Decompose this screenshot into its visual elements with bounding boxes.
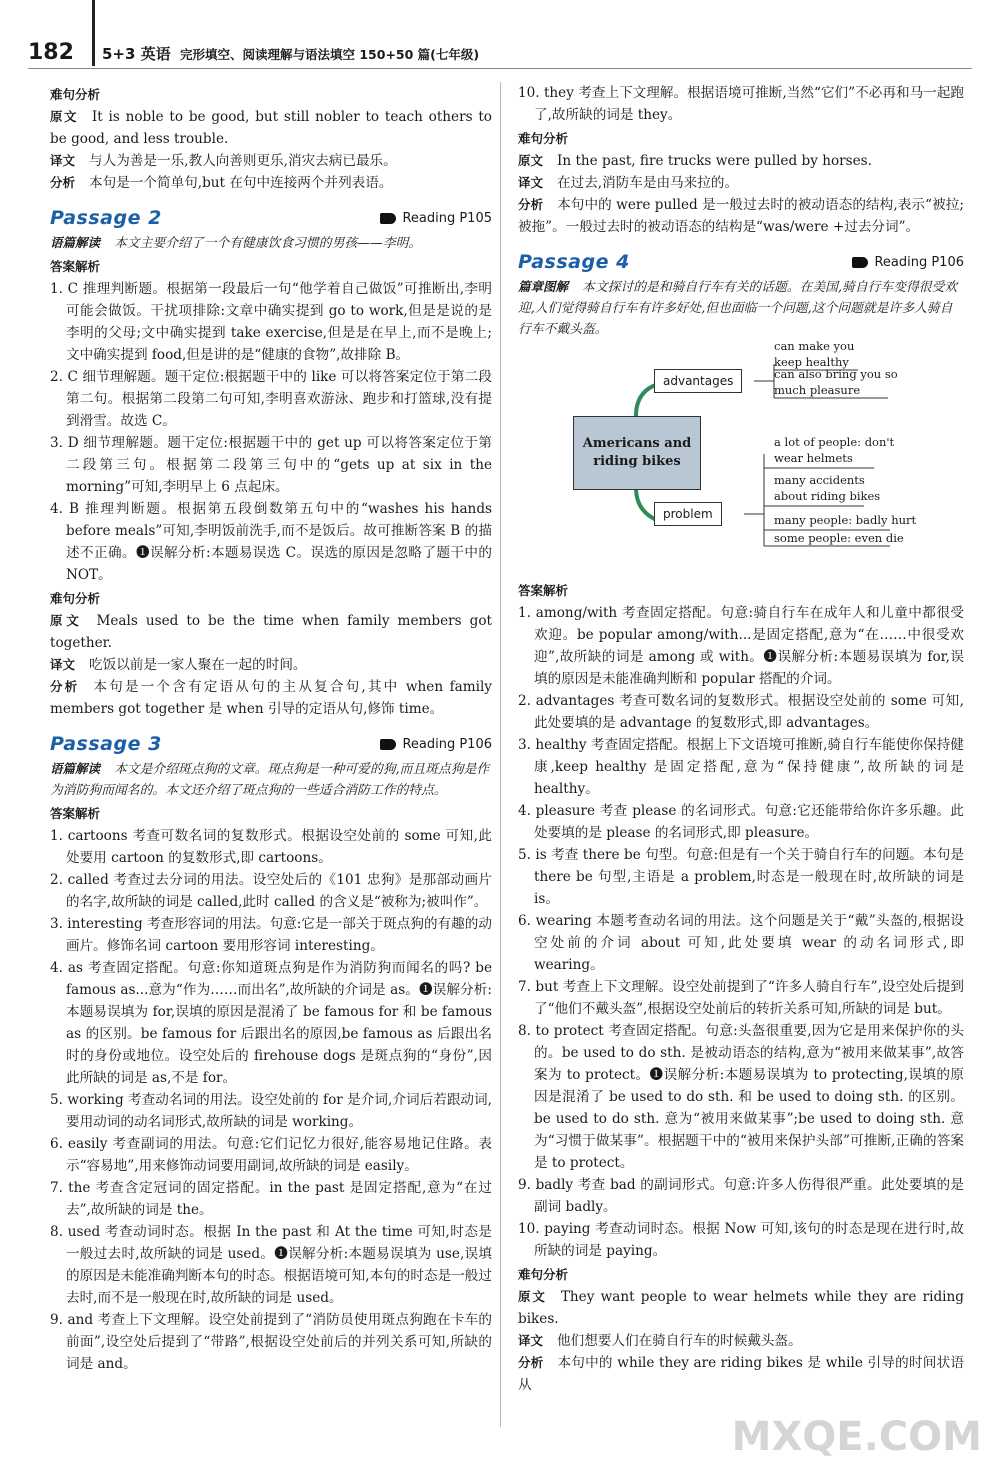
answer-item: 9. and 考查上下文理解。设空处前提到了“消防员使用斑点狗跑在卡车的前面”,设空处后提到了“带路”,根据设空处前后的并列关系可知,所缺的词是 and。 — [50, 1312, 492, 1372]
answer-item: 1. among/with 考查固定搭配。句意:骑自行车在成年人和儿童中都很受欢迎。be popular among/with...是固定搭配,意为“在……中很受欢迎”,故所缺的词是 among 或 with。❶误解分析:本题易误填为 for,误填的原因是未能准确判断和 popular 搭配的介词。 — [518, 605, 964, 687]
yiwen — [518, 1330, 964, 1352]
passage-title: Passage 2 — [50, 207, 162, 229]
section-heading: 答案解析 — [518, 583, 569, 598]
text: 他们想要人们在骑自行车的时候戴头盔。 — [557, 1333, 802, 1349]
answer-item: 6. easily 考查副词的用法。句意:它们记忆力很好,能容易地记住路。表示“容易地”,用来修饰动词要用副词,故所缺的词是 easily。 — [50, 1136, 492, 1174]
answer-item: 10. they 考查上下文理解。根据语境可推断,当然“它们”不必再和马一起跑了,故所缺的词是 they。 — [518, 85, 964, 123]
page-number: 182 — [28, 40, 74, 65]
passage-reference — [852, 255, 964, 270]
answer-item: 4. pleasure 考查 please 的名词形式。句意:它还能带给你许多乐趣。此处要填的是 please 的名词形式,即 pleasure。 — [518, 803, 964, 841]
answer-item: 4. B 推理判断题。根据第五段倒数第五句中的“washes his hands before meals”可知,李明饭前洗手,而不是饭后。故可推断答案 B 的描述不正确。❶误解分析:本题易误选 C。误选的原因是忽略了题干中的 NOT。 — [50, 501, 492, 583]
reference-text: Reading P106 — [402, 736, 492, 752]
fenxi — [518, 194, 964, 238]
section-heading: 难句分析 — [50, 591, 101, 606]
answer-item: 7. but 考查上下文理解。设空处前提到了“许多人骑自行车”,设空处后提到了“他们不戴头盔”,根据设空处前后的转折关系可知,所缺的词是 but。 — [518, 979, 964, 1017]
text: 本句中的 were pulled 是一般过去时的被动语态的结构,表示“被拉;被拖”。一般过去时的被动语态的结构是“was/were +过去分词”。 — [518, 197, 964, 235]
passage-2-header — [50, 204, 492, 232]
text: 本文是介绍斑点狗的文章。斑点狗是一种可爱的狗,而且斑点狗是作为消防狗而闻名的。本文还介绍了斑点狗的一些适合消防工作的特点。 — [50, 762, 490, 798]
column-divider — [500, 82, 501, 1427]
passage-title: Passage 4 — [518, 251, 630, 273]
answer-item: 5. is 考查 there be 句型。句意:但是有一个关于骑自行车的问题。本句是 there be 句型,主语是 a problem,时态是一般现在时,故所缺的词是 is。 — [518, 847, 964, 907]
section-heading: 难句分析 — [518, 131, 569, 146]
page-header — [0, 0, 1000, 80]
passage-4-header — [518, 248, 964, 276]
mind-map-leaf: can make you keep healthy — [774, 339, 855, 369]
text: They want people to wear helmets while they are riding bikes. — [518, 1289, 964, 1327]
passage-summary — [518, 276, 964, 340]
yiwen — [50, 654, 492, 676]
answer-item: 8. to protect 考查固定搭配。句意:头盔很重要,因为它是用来保护你的头的。be used to do sth. 是被动语态的结构,意为“被用来做某事”,故答案为 to protect。❶误解分析:本题易误填为 to protecting,误填的原因是混淆了 be used to do sth. 和 be used to doing sth. 的区别。be used to do sth. 意为“被用来做某事”;be used to doing sth. 意为“习惯于做某事”。根据题干中的“被用来保护头部”可推断,正确的答案是 to protect。 — [518, 1023, 964, 1171]
label: 译文 — [518, 175, 544, 190]
text: 本文探讨的是和骑自行车有关的话题。在美国,骑自行车变得很受欢迎,人们觉得骑自行车有许多好处,但也面临一个问题,这个问题就是许多人骑自行车不戴头盔。 — [518, 280, 958, 337]
yuanwen — [50, 610, 492, 654]
yiwen — [518, 172, 964, 194]
label: 分析 — [518, 1355, 544, 1370]
passage-reference — [380, 211, 492, 226]
text: 本句中的 while they are riding bikes 是 while 引导的时间状语从 — [518, 1355, 964, 1393]
label: 语篇解读 — [50, 235, 101, 250]
section-heading: 难句分析 — [518, 1267, 569, 1282]
mind-map — [518, 339, 964, 578]
text: 与人为善是一乐,教人向善则更乐,消灾去病已最乐。 — [89, 153, 397, 169]
hand-pointer-icon — [852, 257, 868, 268]
text: It is noble to be good, but still nobler to teach others to be good, and less trouble. — [50, 109, 492, 147]
passage-title: Passage 3 — [50, 733, 162, 755]
section-heading: 答案解析 — [50, 259, 101, 274]
answer-item: 3. interesting 考查形容词的用法。句意:它是一部关于斑点狗的有趣的动画片。修饰名词 cartoon 要用形容词 interesting。 — [50, 916, 492, 954]
answer-item: 4. as 考查固定搭配。句意:你知道斑点狗是作为消防狗而闻名的吗? be famous as...意为“作为……而出名”,故所缺的介词是 as。❶误解分析:本题易误填为 for,误填的原因是混淆了 be famous for 和 be famous as 的区别。be famous for 后跟出名的原因,be famous as 后跟出名时的身份或地位。设空处后的 firehouse dogs 是斑点狗的“身份”,因此所缺的词是 as,不是 for。 — [50, 960, 492, 1086]
fenxi — [50, 676, 492, 720]
mind-map-leaf: many accidents about riding bikes — [774, 473, 881, 503]
left-column — [50, 82, 492, 1375]
text: In the past, fire trucks were pulled by horses. — [557, 153, 872, 169]
answer-item: 1. C 推理判断题。根据第一段最后一句“他学着自己做饭”可推断出,李明可能会做饭。干扰项排除:文章中确实提到 go to work,但是是说的是李明的父母;文中确实提到 take exercise,但是是在早上,而不是晚上;文中确实提到 food,但是讲的是“健康的食物”,故排除 B。 — [50, 281, 492, 363]
yuanwen — [518, 150, 964, 172]
section-heading: 难句分析 — [50, 87, 101, 102]
book-title: 完形填空、阅读理解与语法填空 150+50 篇(七年级) — [180, 47, 480, 62]
answer-item: 3. healthy 考查固定搭配。根据上下文语境可推断,骑自行车能使你保持健康,keep healthy 是固定搭配,意为“保持健康”,故所缺的词是 healthy。 — [518, 737, 964, 797]
yiwen — [50, 150, 492, 172]
text: 吃饭以前是一家人聚在一起的时间。 — [89, 657, 307, 673]
reference-text: Reading P106 — [874, 254, 964, 270]
label: 分析 — [50, 175, 76, 190]
text: Meals used to be the time when family members got together. — [50, 613, 492, 651]
yuanwen — [518, 1286, 964, 1330]
brand: 5+3 英语 — [102, 45, 171, 63]
answer-item: 2. advantages 考查可数名词的复数形式。根据设空处前的 some 可知,此处要填的是 advantage 的复数形式,即 advantages。 — [518, 693, 964, 731]
section-heading: 答案解析 — [50, 806, 101, 821]
passage-3-header — [50, 730, 492, 758]
answer-item: 8. used 考查动词时态。根据 In the past 和 At the time 可知,时态是一般过去时,故所缺的词是 used。❶误解分析:本题易误填为 use,误填的原因是未能准确判断本句的时态。根据语境可知,本句的时态是一般过去时,而不是一般现在时,故所缺的词是 used。 — [50, 1224, 492, 1306]
text: 本句是一个简单句,but 在句中连接两个并列表语。 — [89, 175, 393, 191]
label: 原文 — [518, 153, 544, 168]
label: 译文 — [50, 153, 76, 168]
passage-summary — [50, 758, 492, 801]
reference-text: Reading P105 — [402, 210, 492, 226]
fenxi — [50, 172, 492, 194]
text: 本文主要介绍了一个有健康饮食习惯的男孩——李明。 — [114, 236, 422, 251]
answer-item: 10. paying 考查动词时态。根据 Now 可知,该句的时态是现在进行时,故所缺的词是 paying。 — [518, 1221, 964, 1259]
passage-summary — [50, 232, 492, 254]
label: 篇章图解 — [518, 279, 569, 294]
answer-item: 1. cartoons 考查可数名词的复数形式。根据设空处前的 some 可知,此处要用 cartoon 的复数形式,即 cartoons。 — [50, 828, 492, 866]
header-line — [28, 68, 972, 69]
yuanwen — [50, 106, 492, 150]
mind-map-leaf: a lot of people: don't wear helmets — [774, 435, 895, 465]
text: 在过去,消防车是由马来拉的。 — [557, 175, 739, 191]
mind-map-branch: problem — [654, 502, 722, 526]
answer-item: 9. badly 考查 bad 的副词形式。句意:许多人伤得很严重。此处要填的是副词 badly。 — [518, 1177, 964, 1215]
label: 分析 — [518, 197, 544, 212]
label: 原文 — [50, 109, 78, 124]
answer-item: 2. C 细节理解题。题干定位:根据题干中的 like 可以将答案定位于第二段第二句。根据第二段第二句可知,李明喜欢游泳、跑步和打篮球,没有提到滑雪。故选 C。 — [50, 369, 492, 429]
answer-item: 2. called 考查过去分词的用法。设空处后的《101 忠狗》是那部动画片的名字,故所缺的词是 called,此时 called 的含义是“被称为;被叫作”。 — [50, 872, 492, 910]
label: 译文 — [50, 657, 76, 672]
mind-map-center: Americans and riding bikes — [573, 416, 701, 490]
answer-item: 3. D 细节理解题。题干定位:根据题干中的 get up 可以将答案定位于第二段第三句。根据第二段第三句中的“gets up at six in the morning”可知,李明早上 6 点起床。 — [50, 435, 492, 495]
label: 译文 — [518, 1333, 544, 1348]
answer-item: 7. the 考查含定冠词的固定搭配。in the past 是固定搭配,意为“在过去”,故所缺的词是 the。 — [50, 1180, 492, 1218]
label: 语篇解读 — [50, 761, 101, 776]
fenxi — [518, 1352, 964, 1396]
text: 本句是一个含有定语从句的主从复合句,其中 when family members got together 是 when 引导的定语从句,修饰 time。 — [50, 679, 492, 717]
hand-pointer-icon — [380, 739, 396, 750]
right-column — [518, 82, 964, 1396]
mind-map-leaf: some people: even die — [774, 531, 904, 545]
passage-reference — [380, 737, 492, 752]
answer-item: 6. wearing 本题考查动名词的用法。这个问题是关于“戴”头盔的,根据设空处前的介词 about 可知,此处要填 wear 的动名词形式,即 wearing。 — [518, 913, 964, 973]
header-rule — [92, 0, 95, 66]
mind-map-leaf: many people: badly hurt — [774, 513, 917, 527]
watermark: MXQE.COM — [731, 1414, 982, 1460]
mind-map-branch: advantages — [654, 369, 742, 393]
label: 分析 — [50, 679, 80, 694]
answer-item: 5. working 考查动名词的用法。设空处前的 for 是介词,介词后若跟动词,要用动词的动名词形式,故所缺的词是 working。 — [50, 1092, 492, 1130]
mind-map-leaf: can also bring you so much pleasure — [774, 367, 898, 397]
hand-pointer-icon — [380, 213, 396, 224]
label: 原文 — [50, 613, 83, 628]
label: 原文 — [518, 1289, 547, 1304]
